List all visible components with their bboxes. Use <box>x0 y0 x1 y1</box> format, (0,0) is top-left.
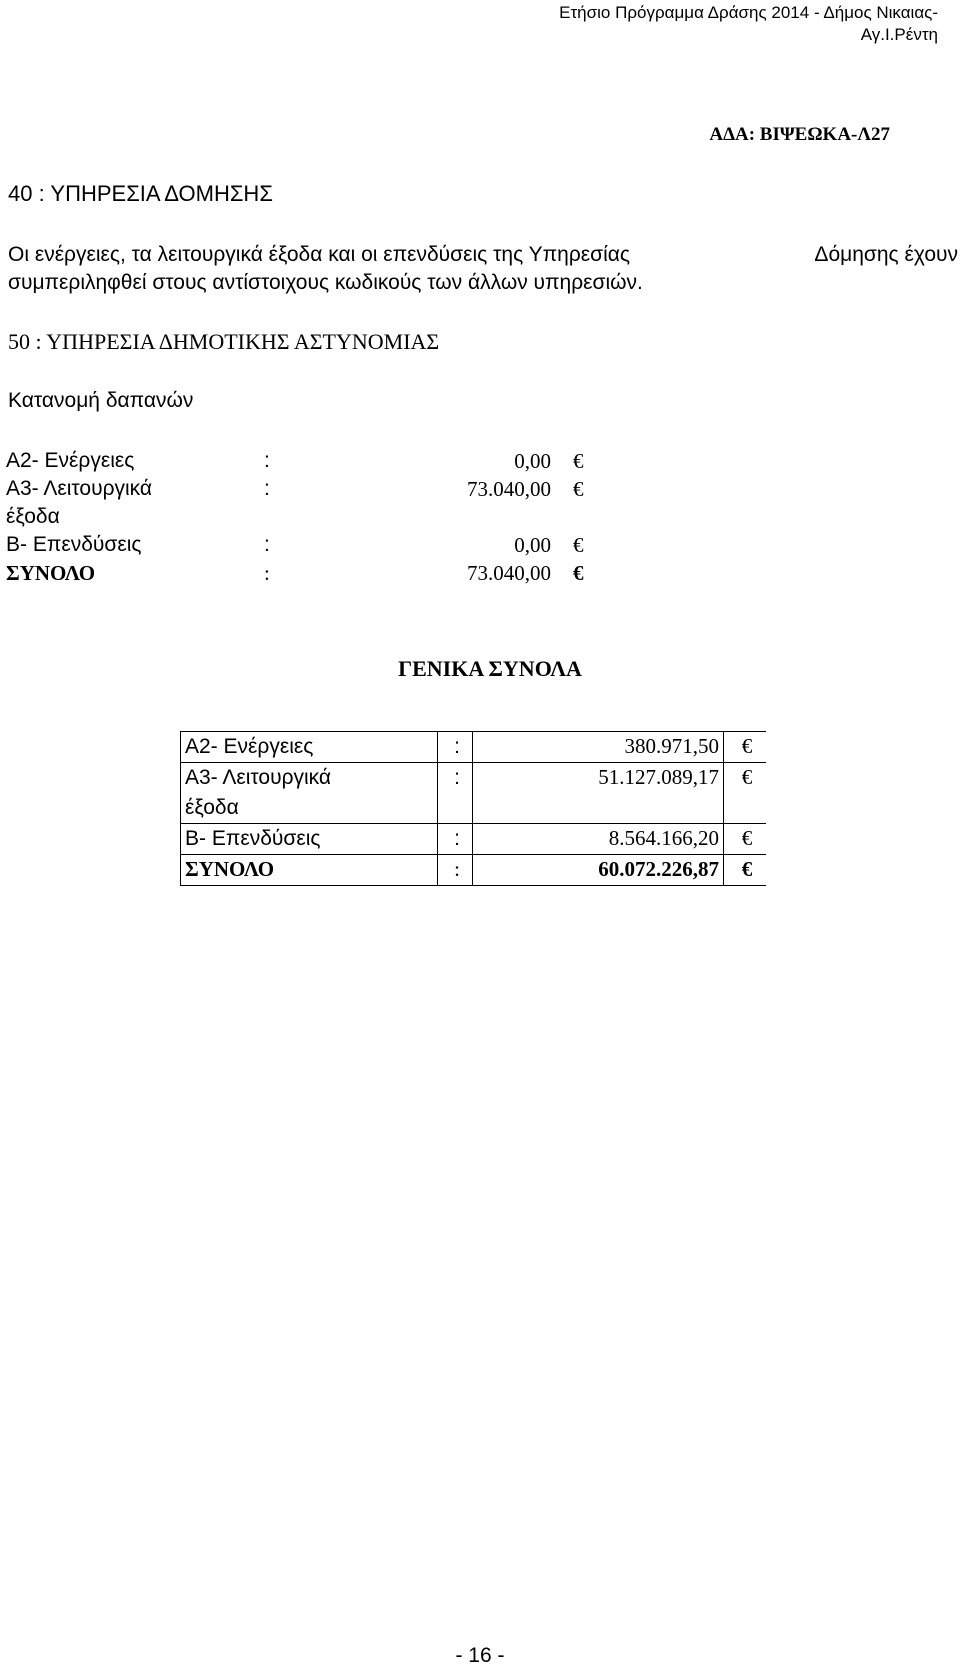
table-row <box>181 793 767 824</box>
table-row <box>181 824 767 855</box>
row-label: ΣΥΝΟΛΟ <box>6 561 96 585</box>
row-label: έξοδα <box>6 505 60 528</box>
general-totals-table <box>180 731 766 886</box>
page-number: - 16 - <box>455 1644 505 1667</box>
section-50-allocation-table <box>6 447 613 587</box>
table-row-total <box>6 559 613 587</box>
euro-icon: € <box>573 449 584 473</box>
row-colon: : <box>438 732 473 763</box>
row-label: ΣΥΝΟΛΟ <box>181 855 438 886</box>
euro-icon: € <box>573 561 584 585</box>
row-amount: 51.127.089,17 <box>473 763 724 794</box>
row-amount: 60.072.226,87 <box>473 855 724 886</box>
row-label: έξοδα <box>181 793 438 824</box>
row-label: Β- Επενδύσεις <box>6 533 142 556</box>
row-label: Α3- Λειτουργικά <box>6 477 153 500</box>
row-amount: 0,00 <box>514 533 551 557</box>
row-label: Β- Επενδύσεις <box>181 824 438 855</box>
table-row <box>6 503 613 531</box>
section-40-paragraph <box>8 241 958 297</box>
table-row <box>181 732 767 763</box>
section-50-subtitle: Κατανομή δαπανών <box>8 389 194 412</box>
row-colon: : <box>264 533 270 556</box>
table-row <box>181 763 767 794</box>
table-row-total <box>181 855 767 886</box>
euro-icon: € <box>741 765 753 789</box>
ada-code: ΑΔΑ: ΒΙΨΕΩΚΑ-Λ27 <box>709 124 890 145</box>
euro-icon: € <box>573 533 584 557</box>
row-label: Α2- Ενέργειες <box>181 732 438 763</box>
row-amount: 380.971,50 <box>473 732 724 763</box>
row-amount: 0,00 <box>514 449 551 473</box>
row-amount: 73.040,00 <box>467 477 551 501</box>
row-colon: : <box>438 855 473 886</box>
general-totals-title: ΓΕΝΙΚΑ ΣΥΝΟΛΑ <box>398 656 582 681</box>
row-label: Α2- Ενέργειες <box>6 449 135 472</box>
row-colon: : <box>438 824 473 855</box>
paragraph-line1-left: Οι ενέργειες, τα λειτουργικά έξοδα και οι επενδύσεις της Υπηρεσίας <box>8 243 631 266</box>
euro-icon: € <box>724 855 767 886</box>
row-amount: 73.040,00 <box>467 561 551 585</box>
row-colon: : <box>264 477 270 500</box>
euro-icon: € <box>573 477 584 501</box>
row-colon: : <box>264 561 270 585</box>
euro-icon: € <box>724 824 767 855</box>
section-50-title: 50 : ΥΠΗΡΕΣΙΑ ΔΗΜΟΤΙΚΗΣ ΑΣΤΥΝΟΜΙΑΣ <box>8 329 440 354</box>
euro-icon: € <box>724 732 767 763</box>
table-row <box>6 531 613 559</box>
table-row <box>6 475 613 503</box>
paragraph-line2: συμπεριληφθεί στους αντίστοιχους κωδικούς των άλλων υπηρεσιών. <box>8 271 643 294</box>
running-header-line1: Ετήσιο Πρόγραμμα Δράσης 2014 - Δήμος Νικαιας- <box>559 3 938 22</box>
row-amount: 8.564.166,20 <box>473 824 724 855</box>
row-colon: : <box>264 449 270 472</box>
row-colon: : <box>438 763 473 794</box>
table-row <box>6 447 613 475</box>
paragraph-line1-right: Δόμησης έχουν <box>814 243 958 266</box>
section-40-title: 40 : ΥΠΗΡΕΣΙΑ ΔΟΜΗΣΗΣ <box>8 181 273 206</box>
row-label: Α3- Λειτουργικά <box>181 763 438 794</box>
running-header-line2: Αγ.Ι.Ρέντη <box>860 25 938 44</box>
